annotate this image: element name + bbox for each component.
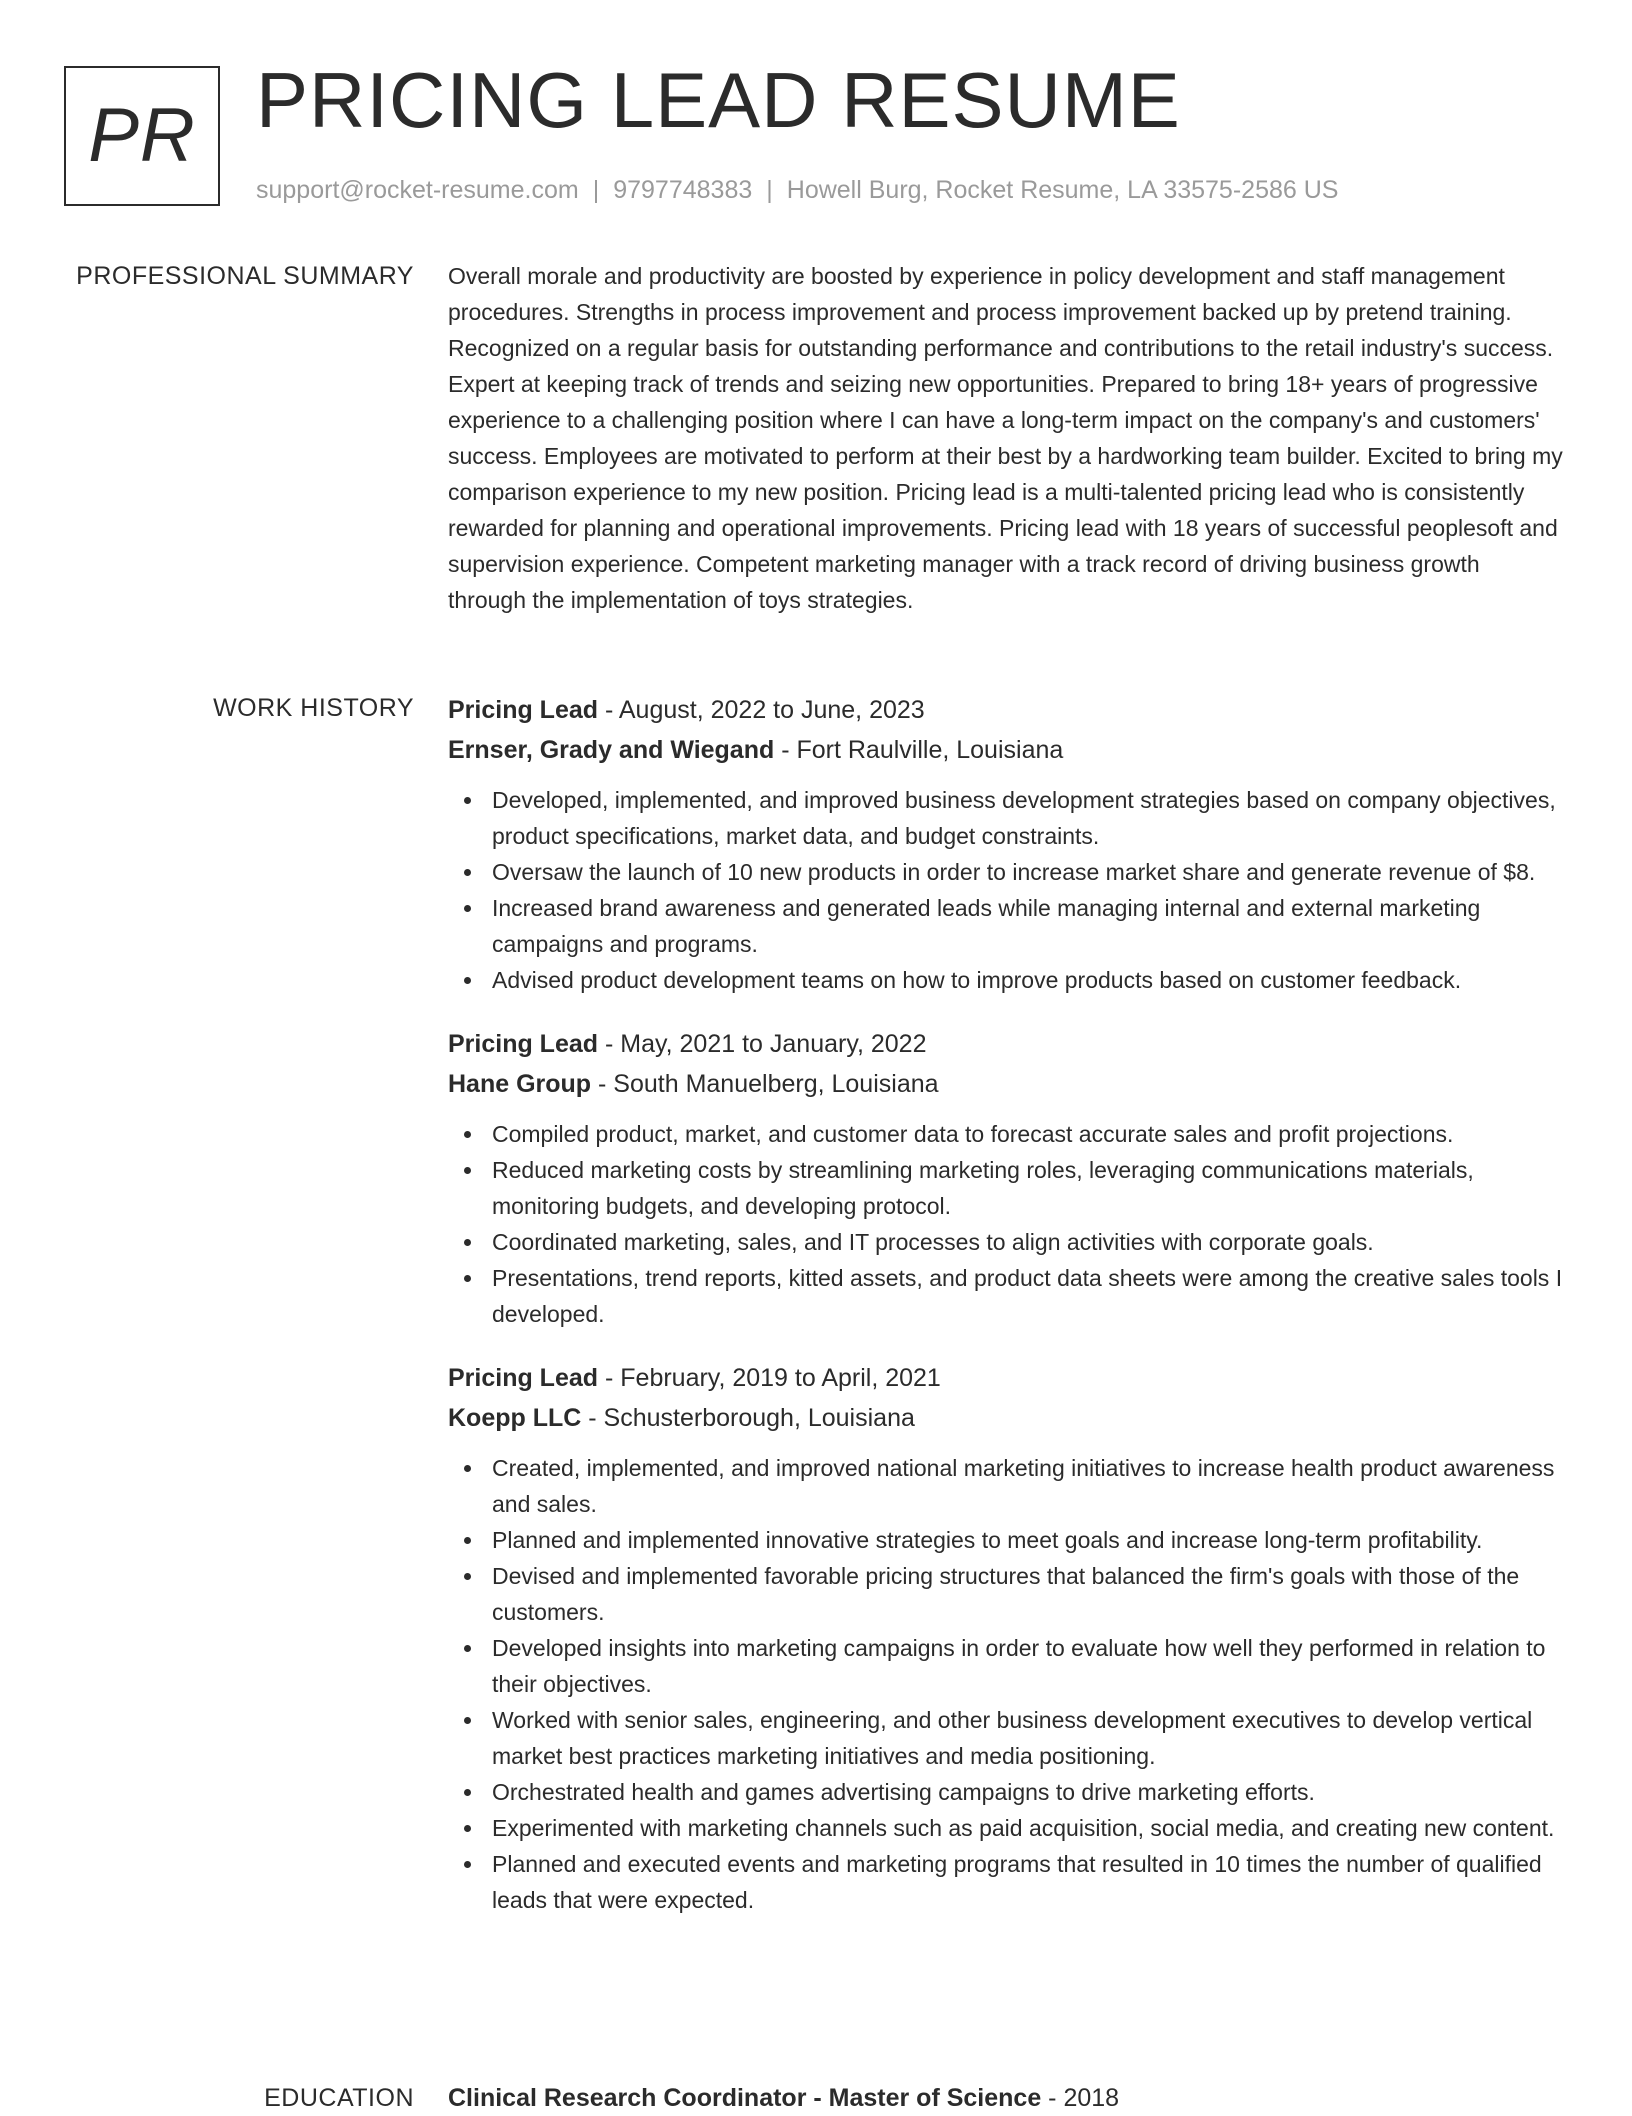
job-company: Ernser, Grady and Wiegand	[448, 736, 775, 764]
bullet-text: Devised and implemented favorable pricing structures that balanced the firm's goals with those of the customers.	[492, 1563, 1520, 1625]
bullet-dot	[464, 1645, 471, 1652]
list-item	[448, 782, 1564, 854]
job-company-line	[448, 1398, 1564, 1438]
job-company-line	[448, 730, 1564, 770]
list-item	[448, 890, 1564, 962]
education-line	[448, 2080, 1564, 2116]
bullet-dot	[464, 905, 471, 912]
job-role: Pricing Lead	[448, 1364, 599, 1392]
list-item	[448, 1774, 1564, 1810]
monogram-box	[64, 66, 220, 206]
contact-phone[interactable]: 9797748383	[613, 176, 753, 204]
job-dates: - May, 2021 to January, 2022	[598, 1030, 927, 1058]
contact-separator: |	[592, 176, 600, 204]
contact-address: Howell Burg, Rocket Resume, LA 33575-2586 US	[786, 176, 1339, 204]
job-role: Pricing Lead	[448, 1030, 599, 1058]
bullet-text: Coordinated marketing, sales, and IT processes to align activities with corporate goals.	[492, 1229, 1374, 1255]
education-degree: Clinical Research Coordinator - Master of Science	[448, 2084, 1042, 2112]
contact-email[interactable]: support@rocket-resume.com	[256, 176, 579, 204]
list-item	[448, 1702, 1564, 1774]
job-bullets	[448, 782, 1564, 998]
bullet-dot	[464, 797, 471, 804]
list-item	[448, 1522, 1564, 1558]
bullet-dot	[464, 1717, 471, 1724]
job-location: - Schusterborough, Louisiana	[581, 1404, 915, 1432]
bullet-dot	[464, 1537, 471, 1544]
bullet-dot	[464, 1275, 471, 1282]
bullet-text: Developed, implemented, and improved business development strategies based on company objectives, product specifications, market data, and budget constraints.	[492, 787, 1556, 849]
resume-title: PRICING LEAD RESUME	[256, 56, 1181, 144]
job-company-line	[448, 1064, 1564, 1104]
bullet-dot	[464, 1465, 471, 1472]
bullet-dot	[464, 977, 471, 984]
job-entry	[448, 690, 1564, 998]
bullet-text: Reduced marketing costs by streamlining marketing roles, leveraging communications materials, monitoring budgets, and developing protocol.	[492, 1157, 1474, 1219]
bullet-text: Planned and executed events and marketing programs that resulted in 10 times the number of qualified leads that were expected.	[492, 1851, 1542, 1913]
job-role-line	[448, 1024, 1564, 1064]
list-item	[448, 854, 1564, 890]
bullet-text: Worked with senior sales, engineering, and other business development executives to develop vertical market best practices marketing initiatives and media positioning.	[492, 1707, 1533, 1769]
bullet-text: Developed insights into marketing campaigns in order to evaluate how well they performed in relation to their objectives.	[492, 1635, 1546, 1697]
list-item	[448, 1116, 1564, 1152]
bullet-text: Planned and implemented innovative strategies to meet goals and increase long-term profitability.	[492, 1527, 1483, 1553]
job-dates: - August, 2022 to June, 2023	[598, 696, 925, 724]
job-location: - South Manuelberg, Louisiana	[591, 1070, 939, 1098]
job-bullets	[448, 1450, 1564, 1918]
list-item	[448, 1558, 1564, 1630]
list-item	[448, 1152, 1564, 1224]
list-item	[448, 1630, 1564, 1702]
monogram-initials: PR	[88, 93, 196, 178]
bullet-text: Compiled product, market, and customer data to forecast accurate sales and profit projections.	[492, 1121, 1454, 1147]
education-heading: EDUCATION	[264, 2084, 414, 2112]
job-location: - Fort Raulville, Louisiana	[774, 736, 1064, 764]
job-dates: - February, 2019 to April, 2021	[598, 1364, 941, 1392]
work-history-heading: WORK HISTORY	[213, 694, 414, 722]
bullet-text: Increased brand awareness and generated leads while managing internal and external marketing campaigns and programs.	[492, 895, 1481, 957]
list-item	[448, 1224, 1564, 1260]
list-item	[448, 1810, 1564, 1846]
list-item	[448, 1450, 1564, 1522]
bullet-text: Advised product development teams on how to improve products based on customer feedback.	[492, 967, 1462, 993]
bullet-dot	[464, 1131, 471, 1138]
job-entry	[448, 1358, 1564, 1918]
bullet-text: Oversaw the launch of 10 new products in order to increase market share and generate revenue of $8.	[492, 859, 1536, 885]
bullet-text: Orchestrated health and games advertising campaigns to drive marketing efforts.	[492, 1779, 1315, 1805]
job-company: Hane Group	[448, 1070, 592, 1098]
contact-line	[256, 174, 1338, 206]
summary-text: Overall morale and productivity are boosted by experience in policy development and staff management procedures. Strengths in process improvement and process improvement backed up by pretend training. Recognized on a regular basis for outstanding performance and contributions to the retail industry's success. Expert at keeping track of trends and seizing new opportunities. Prepared to bring 18+ years of progressive experience to a challenging position where I can have a long-term impact on the company's and customers' success. Employees are motivated to perform at their best by a hardworking team builder. Excited to bring my comparison experience to my new position. Pricing lead is a multi-talented pricing lead who is consistently rewarded for planning and operational improvements. Pricing lead with 18 years of successful peoplesoft and supervision experience. Competent marketing manager with a track record of driving business growth through the implementation of toys strategies.	[448, 263, 1563, 613]
bullet-dot	[464, 1861, 471, 1868]
contact-separator: |	[766, 176, 773, 204]
bullet-dot	[464, 1573, 471, 1580]
bullet-text: Created, implemented, and improved national marketing initiatives to increase health product awareness and sales.	[492, 1455, 1555, 1517]
list-item	[448, 1260, 1564, 1332]
bullet-dot	[464, 1239, 471, 1246]
job-role-line	[448, 690, 1564, 730]
education-year: - 2018	[1041, 2084, 1120, 2112]
summary-heading: PROFESSIONAL SUMMARY	[76, 262, 414, 290]
job-company: Koepp LLC	[448, 1404, 582, 1432]
job-role-line	[448, 1358, 1564, 1398]
bullet-dot	[464, 1825, 471, 1832]
list-item	[448, 1846, 1564, 1918]
bullet-dot	[464, 1789, 471, 1796]
job-role: Pricing Lead	[448, 696, 599, 724]
job-bullets	[448, 1116, 1564, 1332]
bullet-dot	[464, 869, 471, 876]
bullet-text: Experimented with marketing channels such as paid acquisition, social media, and creating new content.	[492, 1815, 1555, 1841]
bullet-text: Presentations, trend reports, kitted assets, and product data sheets were among the creative sales tools I developed.	[492, 1265, 1563, 1327]
list-item	[448, 962, 1564, 998]
bullet-dot	[464, 1167, 471, 1174]
job-entry	[448, 1024, 1564, 1332]
